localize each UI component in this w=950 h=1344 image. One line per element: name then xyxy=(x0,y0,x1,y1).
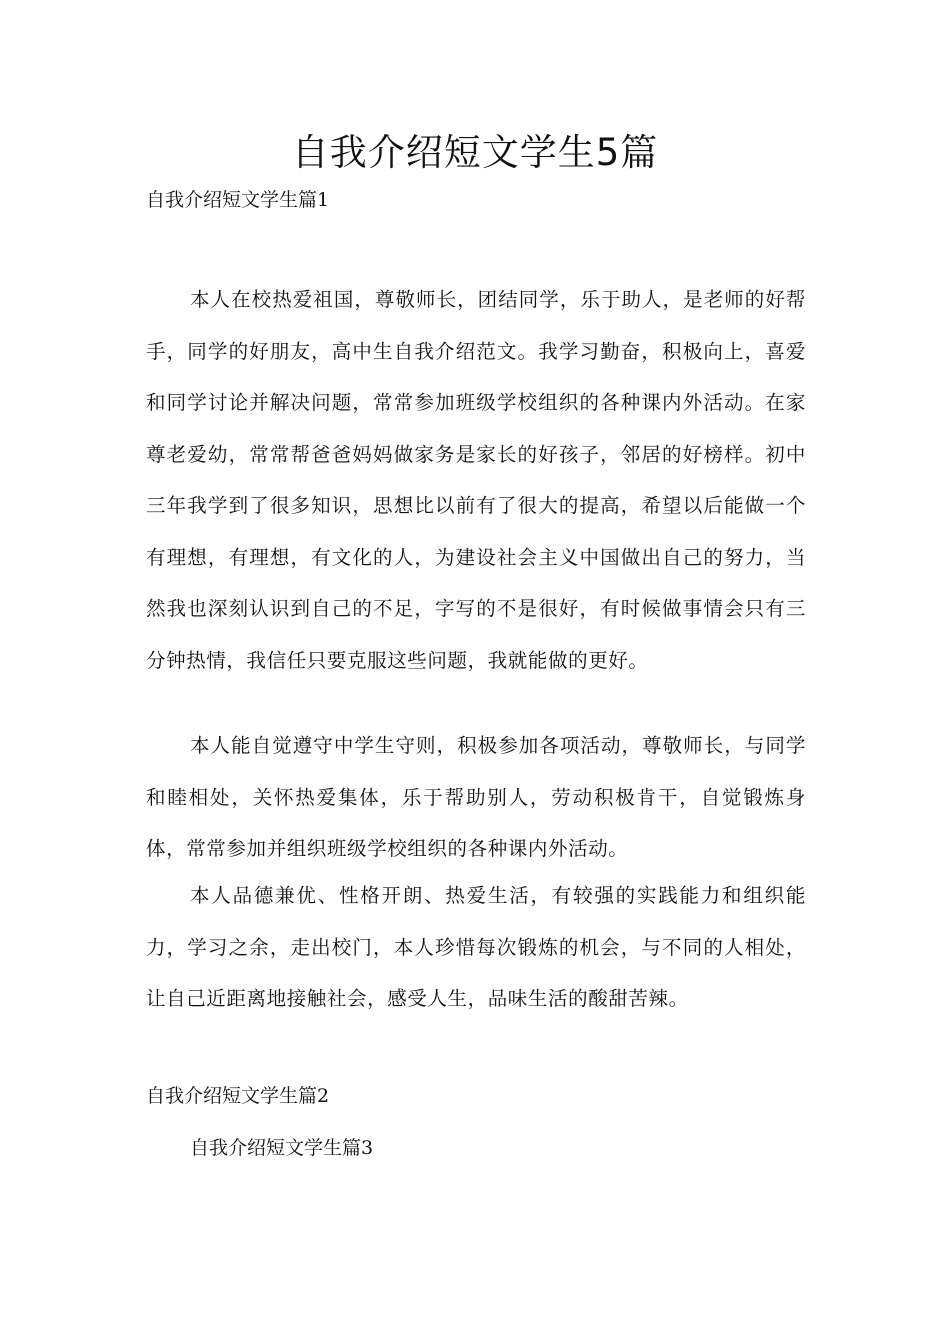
section-heading-1: 自我介绍短文学生篇1 xyxy=(146,189,330,211)
section-heading-3: 自我介绍短文学生篇3 xyxy=(190,1137,374,1159)
paragraph-2: 本人能自觉遵守中学生守则，积极参加各项活动，尊敬师长，与同学和睦相处，关怀热爱集体，乐于帮助别人，劳动积极肯干，自觉锻炼身体，常常参加并组织班级学校组织的各种课内外活动。 xyxy=(146,734,806,860)
paragraph-1: 本人在校热爱祖国，尊敬师长，团结同学，乐于助人，是老师的好帮手，同学的好朋友，高中生自我介绍范文。我学习勤奋，积极向上，喜爱和同学讨论并解决问题，常常参加班级学校组织的各种课内外活动。在家尊老爱幼，常常帮爸爸妈妈做家务是家长的好孩子，邻居的好榜样。初中三年我学到了很多知识，思想比以前有了很大的提高，希望以后能做一个有理想，有理想，有文化的人，为建设社会主义中国做出自己的努力，当然我也深刻认识到自己的不足，字写的不是很好，有时候做事情会只有三分钟热情，我信任只要克服这些问题，我就能做的更好。 xyxy=(146,288,806,672)
document-title: 自我介绍短文学生5篇 xyxy=(291,131,659,174)
section-heading-2: 自我介绍短文学生篇2 xyxy=(146,1085,330,1107)
paragraph-3: 本人品德兼优、性格开朗、热爱生活，有较强的实践能力和组织能力，学习之余，走出校门，本人珍惜每次锻炼的机会，与不同的人相处，让自己近距离地接触社会，感受人生，品味生活的酸甜苦辣。 xyxy=(146,884,806,1010)
